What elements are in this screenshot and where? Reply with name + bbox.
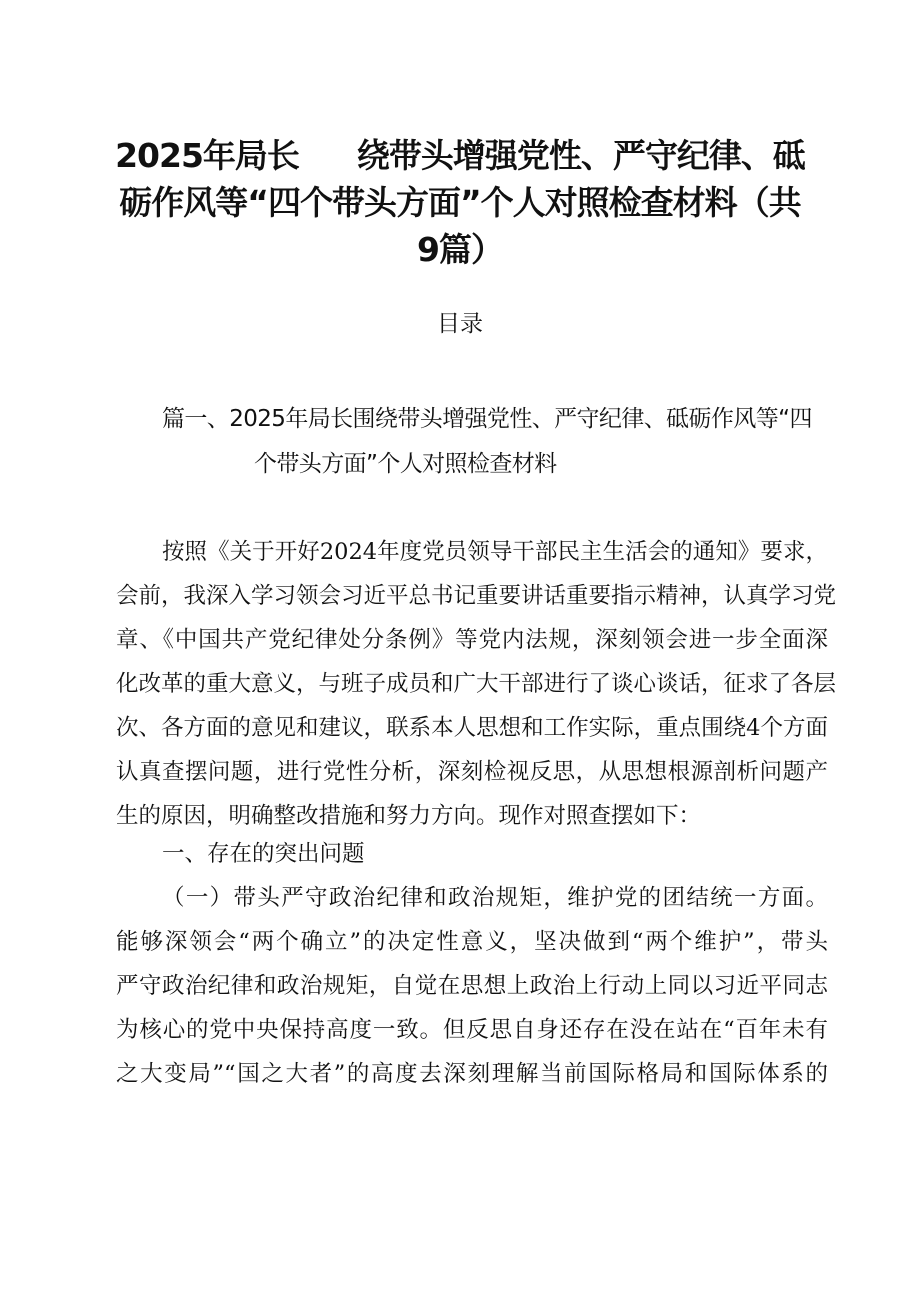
intro-paragraph-line: 认真查摆问题，进行党性分析，深刻检视反思，从思想根源剖析问题产 (116, 759, 828, 785)
section-paragraph-line: 严守政治纪律和政治规矩，自觉在思想上政治上行动上同以习近平同志 (116, 973, 828, 999)
toc-heading: 目录 (437, 311, 483, 337)
section-paragraph-line: 之大变局”“国之大者”的高度去深刻理解当前国际格局和国际体系的 (116, 1061, 828, 1087)
intro-paragraph-line: 次、各方面的意见和建议，联系本人思想和工作实际，重点围绕4个方面 (116, 715, 828, 741)
document-title-line-1 (100, 134, 820, 178)
intro-paragraph-line: 章、《中国共产党纪律处分条例》等党内法规，深刻领会进一步全面深 (116, 627, 828, 653)
section-paragraph-line: （一）带头严守政治纪律和政治规矩，维护党的团结统一方面。 (162, 885, 828, 911)
toc-item-1-line-2[interactable]: 个带头方面”个人对照检查材料 (254, 451, 557, 477)
document-title-line-2: 砺作风等“四个带头方面”个人对照检查材料（共 (119, 183, 801, 222)
intro-paragraph-line: 生的原因，明确整改措施和努力方向。现作对照查摆如下： (116, 803, 702, 829)
title-year-part: 2025年局长 (115, 136, 299, 175)
document-title-line-3: 9篇） (417, 230, 503, 269)
section-paragraph-line: 为核心的党中央保持高度一致。但反思自身还存在没在站在“百年未有 (116, 1017, 828, 1043)
section-paragraph-line: 能够深领会“两个确立”的决定性意义，坚决做到“两个维护”，带头 (116, 929, 828, 955)
intro-paragraph-line: 按照《关于开好2024年度党员领导干部民主生活会的通知》要求， (162, 539, 828, 565)
intro-paragraph-line: 化改革的重大意义，与班子成员和广大干部进行了谈心谈话，征求了各层 (116, 671, 837, 697)
toc-item-1-line-1[interactable]: 篇一、2025年局长围绕带头增强党性、严守纪律、砥砺作风等“四 (162, 406, 812, 432)
title-topic-part: 绕带头增强党性、严守纪律、砥 (356, 136, 805, 175)
intro-paragraph-line: 会前，我深入学习领会习近平总书记重要讲话重要指示精神，认真学习党 (116, 583, 837, 609)
section-heading: 一、存在的突出问题 (162, 841, 365, 867)
